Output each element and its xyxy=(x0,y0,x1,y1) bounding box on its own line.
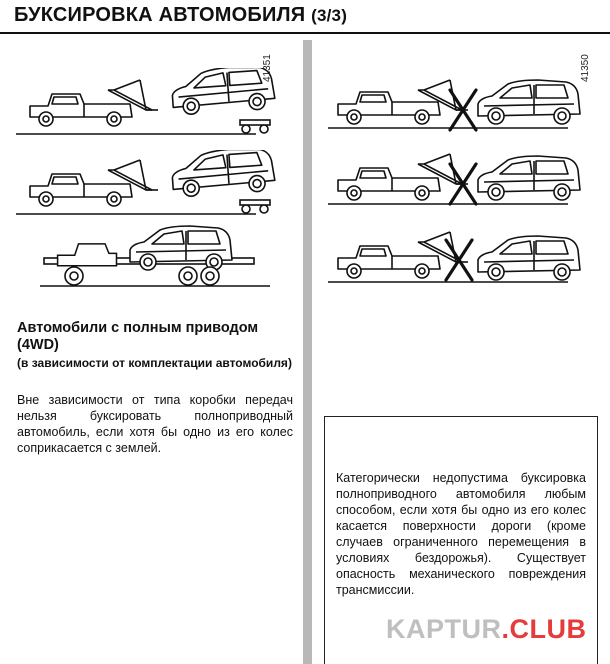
page-header xyxy=(14,4,347,27)
watermark-part1: KAPTUR xyxy=(386,614,502,644)
illustration-prohibited-2 xyxy=(326,150,596,220)
watermark-part2: .CLUB xyxy=(501,614,587,644)
illustration-prohibited-1 xyxy=(326,76,596,146)
warning-text: Категорически недопустима буксировка полноприводного автомобиля любым способом, если хотя бы одно из его колес касается поверхности дороги (кроме случаев ограниченного перемещения в условиях бездорожья). Существует опасность механического повреждения трансмиссии. xyxy=(336,471,586,597)
watermark-logo xyxy=(386,614,587,645)
section-subtitle: (в зависимости от комплектации автомобиля) xyxy=(17,356,292,370)
illustration-wheel-lift-tow xyxy=(12,150,282,220)
section-title: Автомобили с полным приводом (4WD) xyxy=(17,320,259,353)
figure-id-right: 41350 xyxy=(580,54,591,82)
illustration-dolly-tow xyxy=(12,68,282,138)
section-body: Вне зависимости от типа коробки передач нельзя буксировать полноприводный автомобиль, если хотя бы одно из его колес соприкасается с землей. xyxy=(17,393,293,455)
illustration-flatbed-tow xyxy=(40,224,280,304)
header-rule xyxy=(0,32,610,34)
column-divider xyxy=(303,40,312,664)
figure-id-left: 41351 xyxy=(262,54,273,82)
page-part: (3/3) xyxy=(311,6,348,25)
illustration-prohibited-3 xyxy=(326,230,596,300)
page-title: БУКСИРОВКА АВТОМОБИЛЯ xyxy=(14,4,306,26)
